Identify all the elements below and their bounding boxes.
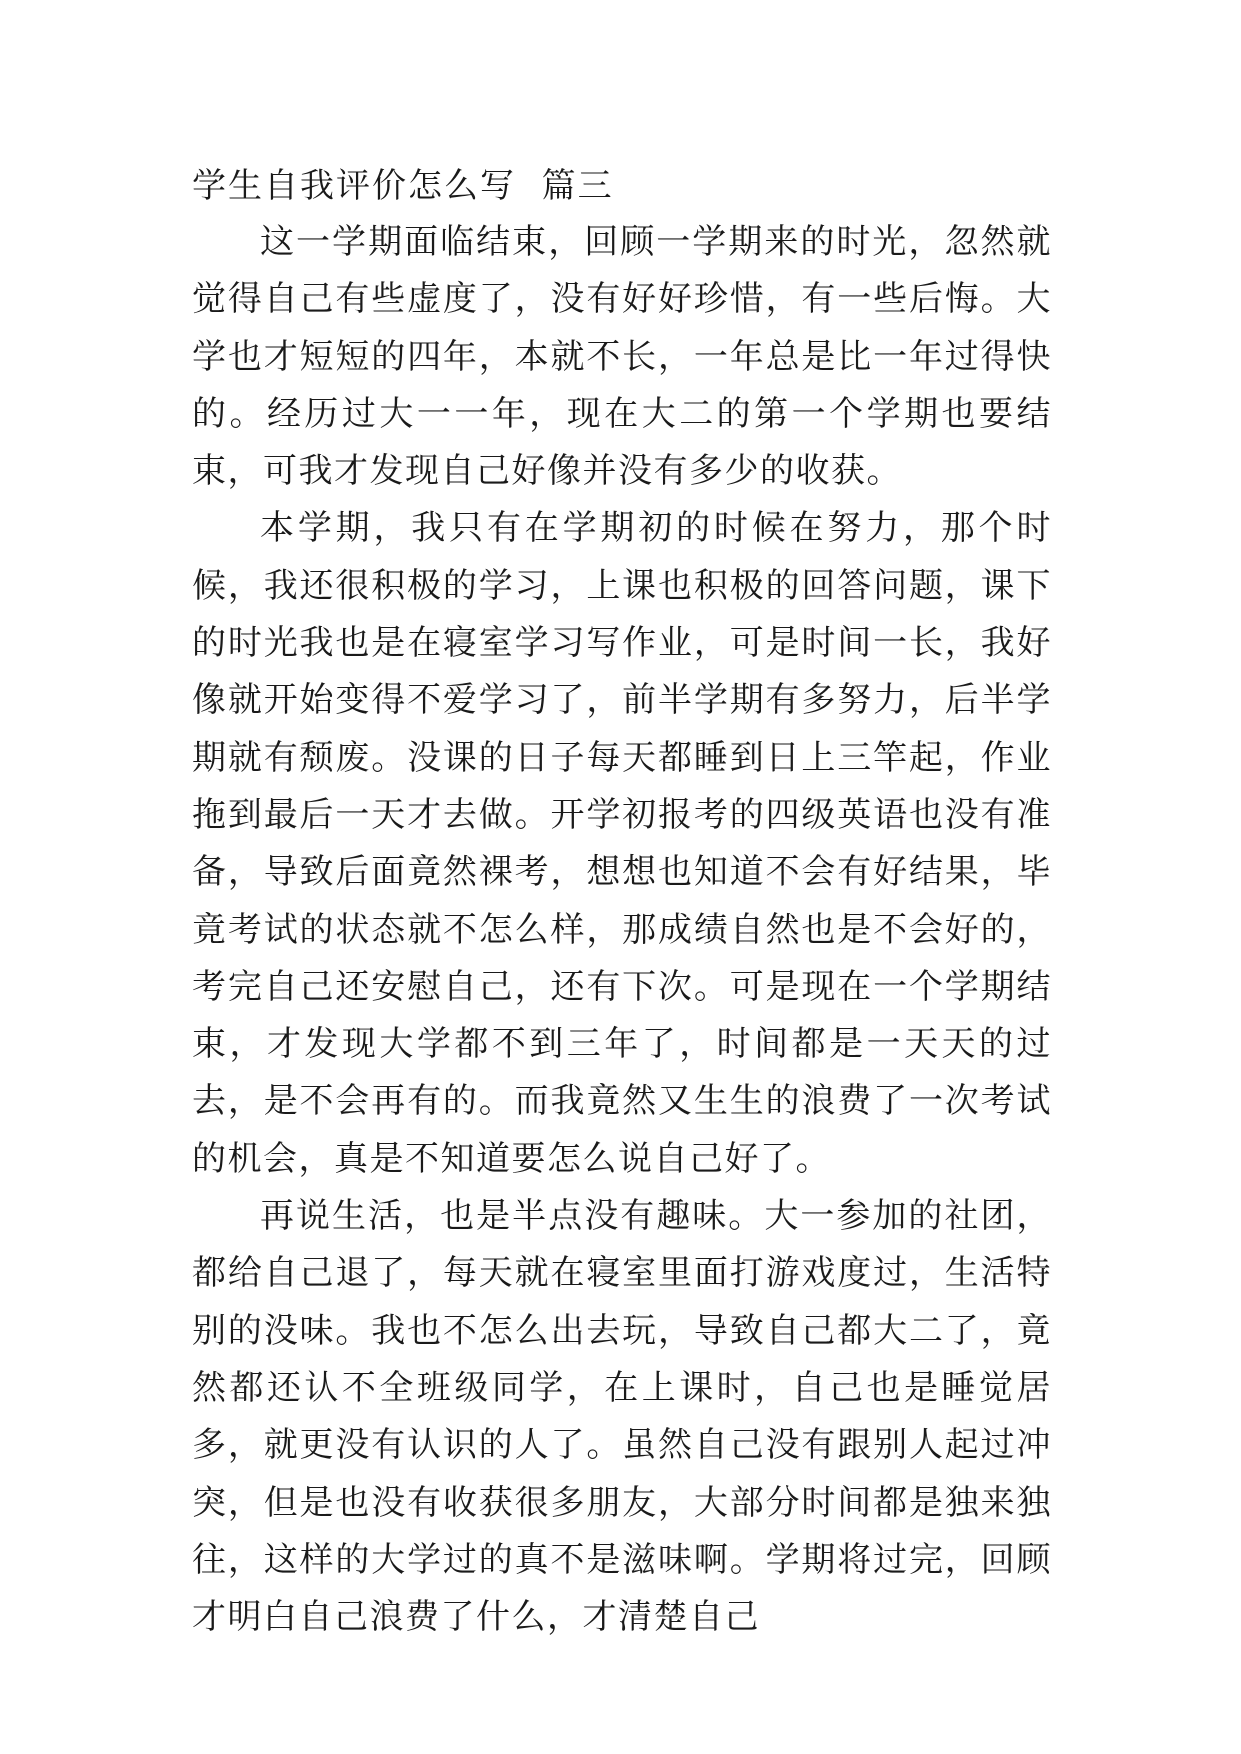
paragraph-1: 这一学期面临结束，回顾一学期来的时光，忽然就觉得自己有些虚度了，没有好好珍惜，有一些后悔。大学也才短短的四年，本就不长，一年总是比一年过得快的。经历过大一一年，现在大二的第一个学期也要结束，可我才发现自己好像并没有多少的收获。 [192, 222, 1052, 492]
paragraph-3: 再说生活，也是半点没有趣味。大一参加的社团，都给自己退了，每天就在寝室里面打游戏度过，生活特别的没味。我也不怎么出去玩，导致自己都大二了，竟然都还认不全班级同学，在上课时，自己也是睡觉居多，就更没有认识的人了。虽然自己没有跟别人起过冲突，但是也没有收获很多朋友，大部分时间都是独来独往，这样的大学过的真不是滋味啊。学期将过完，回顾才明白自己浪费了什么，才清楚自己 [192, 1196, 1052, 1638]
document-page [192, 158, 1052, 1646]
document-title: 学生自我评价怎么写 篇三 [192, 166, 614, 206]
paragraph-2: 本学期，我只有在学期初的时候在努力，那个时候，我还很积极的学习，上课也积极的回答问题，课下的时光我也是在寝室学习写作业，可是时间一长，我好像就开始变得不爱学习了，前半学期有多努力，后半学期就有颓废。没课的日子每天都睡到日上三竿起，作业拖到最后一天才去做。开学初报考的四级英语也没有准备，导致后面竟然裸考，想想也知道不会有好结果，毕竟考试的状态就不怎么样，那成绩自然也是不会好的，考完自己还安慰自己，还有下次。可是现在一个学期结束，才发现大学都不到三年了，时间都是一天天的过去，是不会再有的。而我竟然又生生的浪费了一次考试的机会，真是不知道要怎么说自己好了。 [192, 508, 1052, 1179]
